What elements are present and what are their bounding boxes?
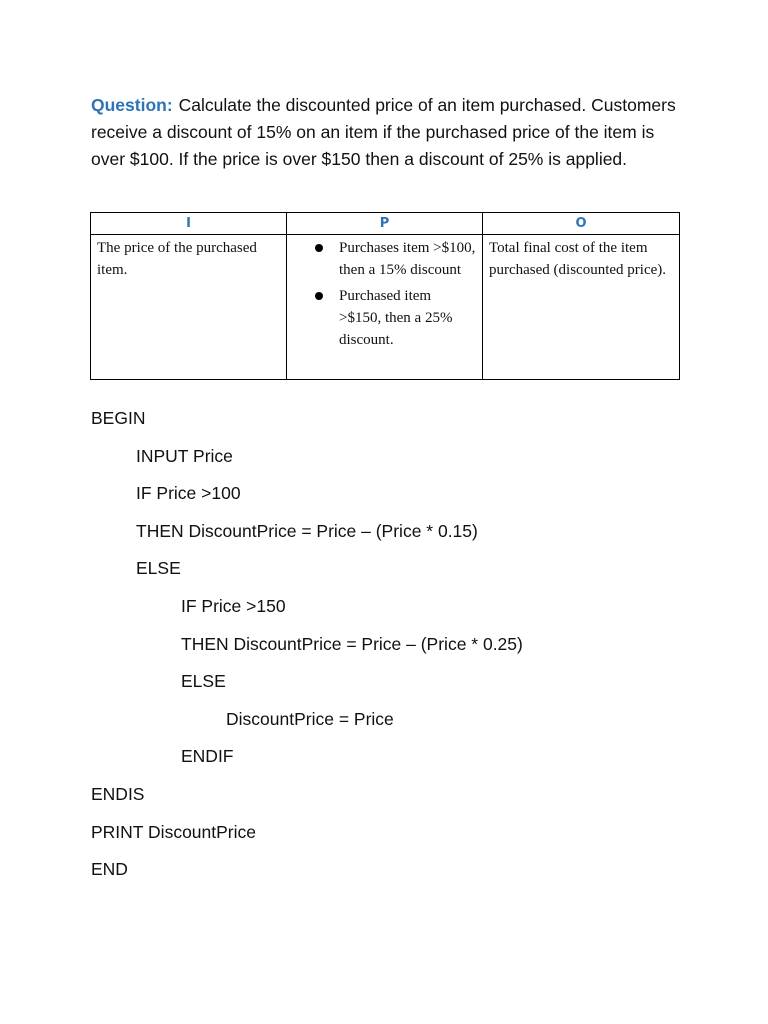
process-list	[291, 237, 476, 351]
header-input	[91, 213, 287, 235]
process-item	[291, 285, 476, 351]
question-paragraph	[91, 92, 691, 173]
code-line: ELSE	[136, 558, 181, 579]
input-text: The price of the purchased item.	[97, 240, 257, 278]
code-line: DiscountPrice = Price	[226, 708, 394, 729]
code-line: THEN DiscountPrice = Price – (Price * 0.25)	[181, 633, 523, 654]
output-text: Total final cost of the item purchased (discounted price).	[489, 240, 667, 278]
header-process	[287, 213, 483, 235]
header-output	[483, 213, 680, 235]
ipo-body-row	[91, 235, 680, 380]
header-process-label: P	[379, 216, 390, 231]
code-line: THEN DiscountPrice = Price – (Price * 0.15)	[136, 520, 478, 541]
question-label: Question:	[91, 95, 173, 115]
code-line: ELSE	[181, 671, 226, 692]
ipo-header-row	[91, 213, 680, 235]
bullet-icon	[315, 292, 323, 300]
pseudocode-block	[91, 406, 523, 895]
code-line: BEGIN	[91, 408, 146, 428]
code-line: ENDIS	[91, 783, 145, 804]
process-item-text: Purchases item >$100, then a 15% discount	[339, 240, 476, 278]
code-line: END	[91, 859, 128, 880]
code-line: PRINT DiscountPrice	[91, 821, 257, 842]
question-text: Calculate the discounted price of an item purchased. Customers receive a discount of 15% on an item if the purchased price of the item is over $100. If the price is over $150 then a discount of 25% is applied.	[91, 95, 676, 169]
code-line: ENDIF	[181, 746, 234, 767]
output-cell	[483, 235, 680, 380]
process-item-text: Purchased item >$150, then a 25% discount.	[339, 288, 453, 348]
ipo-table	[90, 212, 680, 380]
code-line: IF Price >100	[136, 483, 241, 504]
bullet-icon	[315, 244, 323, 252]
header-input-label: I	[186, 216, 191, 231]
process-item	[291, 237, 476, 281]
code-line: IF Price >150	[181, 595, 286, 616]
code-line: INPUT Price	[136, 445, 233, 466]
input-cell	[91, 235, 287, 380]
process-cell	[287, 235, 483, 380]
header-output-label: O	[575, 216, 587, 231]
